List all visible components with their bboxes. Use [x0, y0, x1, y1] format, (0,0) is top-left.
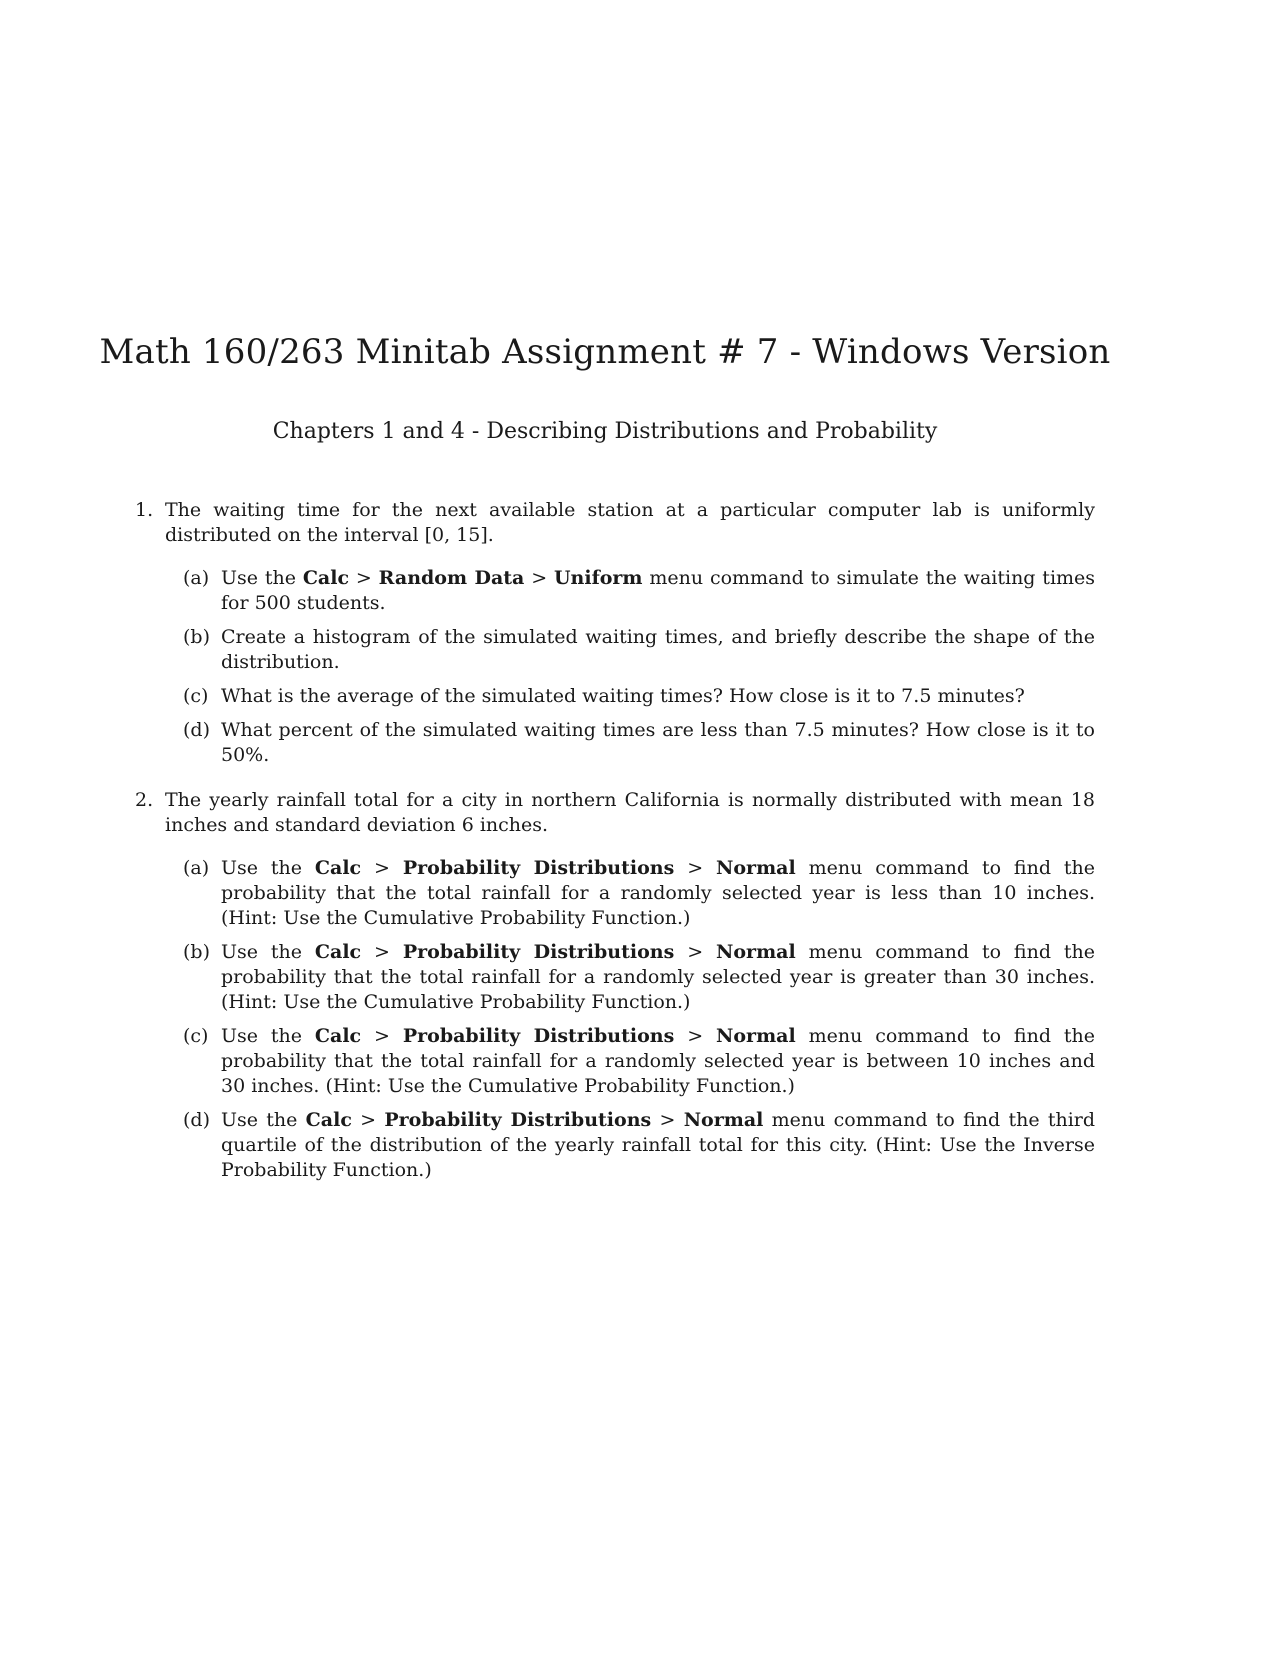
part-1d — [183, 718, 1095, 768]
menu-calc: Calc — [302, 567, 350, 589]
menu-uniform: Uniform — [553, 567, 643, 589]
part-text: Use the Calc > Probability Distributions > Normal menu command to find the probability that the total rainfall for a randomly selected year is greater than 30 inches. (Hint: Use the Cumulative Probability Function.) — [221, 941, 1095, 1013]
part-2a — [183, 856, 1095, 931]
menu-calc: Calc — [314, 857, 362, 879]
problem-text: The waiting time for the next available station at a particular computer lab is uniformly distributed on the interval [0, 15]. — [165, 499, 1095, 546]
part-label: (c) — [183, 685, 209, 707]
part-2c — [183, 1024, 1095, 1099]
part-text: What is the average of the simulated waiting times? How close is it to 7.5 minutes? — [221, 685, 1025, 707]
part-2b — [183, 940, 1095, 1015]
menu-normal: Normal — [683, 1109, 764, 1131]
menu-normal: Normal — [716, 941, 796, 963]
menu-probability-distributions: Probability Distributions — [402, 941, 675, 963]
part-text: Use the Calc > Probability Distributions > Normal menu command to find the probability that the total rainfall for a randomly selected year is between 10 inches and 30 inches. (Hint: Use the Cumulative Probability Function.) — [221, 1025, 1095, 1097]
page-subtitle: Chapters 1 and 4 - Describing Distributions and Probability — [272, 419, 938, 444]
problem-text: The yearly rainfall total for a city in northern California is normally distributed with mean 18 inches and standard deviation 6 inches. — [165, 789, 1095, 836]
problem-list — [135, 498, 1095, 1192]
menu-probability-distributions: Probability Distributions — [402, 1025, 675, 1047]
menu-normal: Normal — [716, 857, 796, 879]
part-text: Use the Calc > Probability Distributions > Normal menu command to find the third quartile of the distribution of the yearly rainfall total for this city. (Hint: Use the Inverse Probability Function.) — [221, 1109, 1096, 1181]
part-2d — [183, 1108, 1095, 1183]
problem-2 — [135, 788, 1095, 1183]
problem-2-parts — [165, 856, 1095, 1183]
menu-probability-distributions: Probability Distributions — [402, 857, 675, 879]
menu-random-data: Random Data — [378, 567, 525, 589]
part-label: (a) — [183, 857, 210, 879]
menu-normal: Normal — [716, 1025, 796, 1047]
part-text: Use the Calc > Random Data > Uniform menu command to simulate the waiting times for 500 students. — [221, 567, 1096, 614]
menu-probability-distributions: Probability Distributions — [384, 1109, 652, 1131]
problem-number: 2. — [135, 789, 154, 811]
part-label: (c) — [183, 1025, 209, 1047]
part-label: (d) — [183, 1109, 210, 1131]
menu-calc: Calc — [314, 1025, 362, 1047]
part-text: Create a histogram of the simulated waiting times, and briefly describe the shape of the distribution. — [221, 626, 1095, 673]
part-1c — [183, 684, 1095, 709]
part-1a — [183, 566, 1095, 616]
part-label: (a) — [183, 567, 210, 589]
part-label: (b) — [183, 941, 210, 963]
part-label: (b) — [183, 626, 210, 648]
part-1b — [183, 625, 1095, 675]
menu-calc: Calc — [305, 1109, 352, 1131]
problem-1 — [135, 498, 1095, 768]
problem-number: 1. — [135, 499, 154, 521]
part-text: Use the Calc > Probability Distributions > Normal menu command to find the probability that the total rainfall for a randomly selected year is less than 10 inches. (Hint: Use the Cumulative Probability Function.) — [221, 857, 1095, 929]
page-title: Math 160/263 Minitab Assignment # 7 - Windows Version — [99, 332, 1111, 372]
part-label: (d) — [183, 719, 210, 741]
menu-calc: Calc — [314, 941, 362, 963]
problem-1-parts — [165, 566, 1095, 768]
part-text: What percent of the simulated waiting times are less than 7.5 minutes? How close is it to 50%. — [221, 719, 1095, 766]
